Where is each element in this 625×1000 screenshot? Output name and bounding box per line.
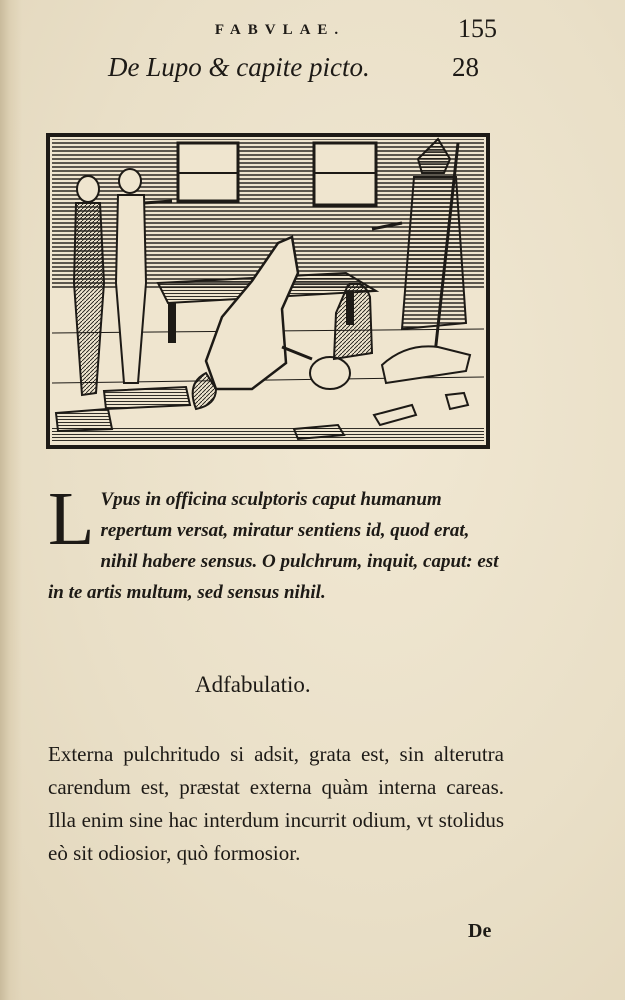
page-gutter	[0, 0, 22, 1000]
catchword: De	[468, 920, 492, 942]
woodcut-illustration	[46, 133, 490, 449]
moral-heading: Adfabulatio.	[195, 672, 311, 697]
fable-text	[48, 477, 508, 608]
moral-text: Externa pulchritudo si adsit, grata est, sin alterutra carendum est, præstat externa quàm interna careas. Illa enim sine hac interdum incurrit odium, vt stolidus eò sit odiosior, quò formosior.	[48, 742, 504, 865]
running-title: FABVLAE.	[214, 22, 346, 38]
fable-body: Vpus in officina sculptoris caput humanum repertum versat, miratur sentiens id, quod erat, nihil habere sensus. O pulchrum, inquit, caput: est in te artis multum, sed sensus nihil.	[48, 489, 499, 603]
fable-title: De Lupo & capite picto.	[108, 52, 370, 82]
fable-number: 28	[452, 52, 479, 82]
page-number: 155	[458, 14, 497, 43]
drop-cap: L	[48, 477, 95, 561]
